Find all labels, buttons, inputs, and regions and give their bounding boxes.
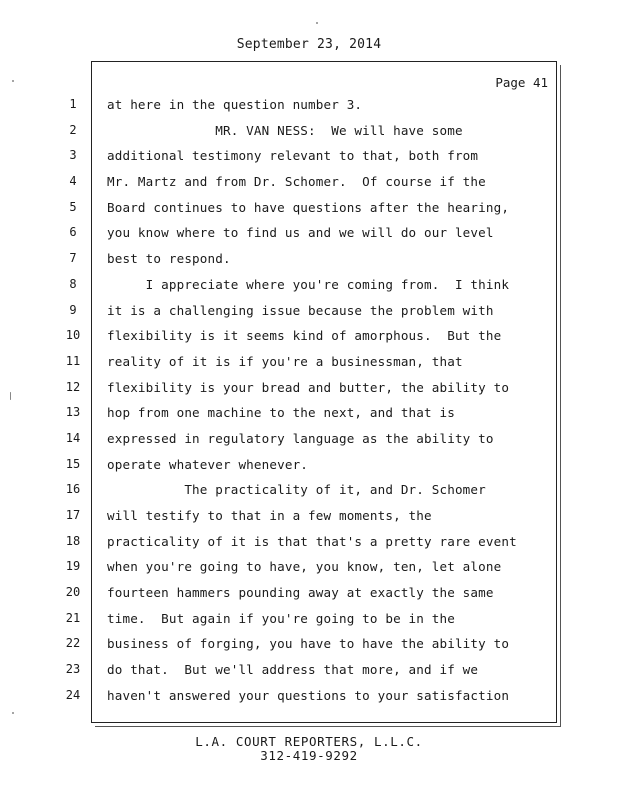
transcript-line [0, 169, 618, 195]
transcript-line [0, 349, 618, 375]
line-text: Board continues to have questions after the hearing, [107, 199, 510, 215]
line-number: 24 [65, 687, 81, 702]
transcript-line [0, 529, 618, 555]
line-number: 1 [69, 97, 77, 111]
transcript-line [0, 143, 618, 169]
transcript-line [0, 220, 618, 246]
line-number: 18 [65, 533, 81, 548]
transcript-line [0, 452, 618, 478]
line-text: Mr. Martz and from Dr. Schomer. Of course if the [107, 174, 486, 190]
line-text: I appreciate where you're coming from. I think [107, 276, 510, 292]
transcript-line [0, 298, 618, 324]
transcript-line [0, 683, 618, 709]
line-number: 7 [69, 251, 77, 266]
line-number: 4 [69, 174, 77, 189]
transcript-line [0, 606, 618, 632]
transcript-line [0, 323, 618, 349]
line-number: 12 [65, 379, 81, 394]
line-text: at here in the question number 3. [107, 97, 363, 112]
line-number: 19 [65, 559, 81, 574]
transcript-line [0, 400, 618, 426]
line-text: additional testimony relevant to that, both from [107, 148, 479, 164]
line-text: operate whatever whenever. [107, 456, 309, 472]
line-number: 21 [65, 610, 81, 625]
line-text: flexibility is your bread and butter, the ability to [107, 379, 510, 395]
page-header-date: September 23, 2014 [236, 37, 382, 52]
transcript-lines [0, 92, 618, 709]
page-footer [0, 735, 618, 763]
transcript-line [0, 92, 618, 118]
line-number: 16 [65, 482, 81, 497]
page-number: Page 41 [495, 75, 548, 90]
transcript-line [0, 631, 618, 657]
transcript-line [0, 477, 618, 503]
line-number: 15 [65, 456, 81, 471]
line-text: The practicality of it, and Dr. Schomer [107, 482, 486, 498]
line-number: 6 [69, 225, 77, 240]
line-number: 22 [65, 636, 81, 651]
transcript-line [0, 272, 618, 298]
line-number: 9 [69, 302, 77, 317]
transcript-line [0, 554, 618, 580]
line-text: business of forging, you have to have the ability to [107, 636, 510, 652]
scan-speck [12, 712, 14, 714]
transcript-line [0, 503, 618, 529]
scan-speck [12, 80, 14, 82]
transcript-line [0, 246, 618, 272]
footer-phone: 312-419-9292 [260, 748, 358, 763]
footer-company: L.A. COURT REPORTERS, L.L.C. [195, 734, 423, 749]
line-number: 13 [65, 405, 81, 420]
line-number: 5 [69, 199, 77, 214]
line-text: hop from one machine to the next, and that is [107, 405, 455, 421]
transcript-line [0, 195, 618, 221]
line-number: 8 [69, 276, 77, 291]
line-number: 14 [65, 430, 81, 445]
line-text: MR. VAN NESS: We will have some [107, 122, 463, 138]
line-number: 23 [65, 662, 81, 677]
line-text: best to respond. [107, 251, 231, 267]
line-text: expressed in regulatory language as the ability to [107, 430, 494, 446]
line-text: you know where to find us and we will do our level [107, 225, 494, 241]
line-text: it is a challenging issue because the problem with [107, 302, 494, 318]
line-number: 10 [65, 328, 81, 343]
line-number: 20 [65, 585, 81, 600]
scan-speck [316, 22, 318, 24]
line-text: do that. But we'll address that more, and if we [107, 662, 479, 678]
line-number: 2 [69, 122, 77, 137]
line-text: fourteen hammers pounding away at exactly the same [107, 585, 494, 601]
scan-speck [10, 392, 11, 400]
line-text: haven't answered your questions to your satisfaction [107, 687, 510, 703]
transcript-line [0, 375, 618, 401]
line-number: 17 [65, 508, 81, 522]
transcript-line [0, 118, 618, 144]
line-text: flexibility is it seems kind of amorphous. But the [107, 328, 502, 344]
transcript-line [0, 426, 618, 452]
line-text: practicality of it is that that's a pretty rare event [107, 533, 517, 549]
line-number: 11 [65, 353, 81, 368]
transcript-line [0, 657, 618, 683]
transcript-line [0, 580, 618, 606]
line-text: time. But again if you're going to be in the [107, 610, 455, 626]
line-text: when you're going to have, you know, ten, let alone [107, 559, 502, 575]
line-text: reality of it is if you're a businessman, that [107, 353, 463, 369]
line-text: will testify to that in a few moments, the [107, 508, 432, 523]
line-number: 3 [69, 148, 77, 163]
